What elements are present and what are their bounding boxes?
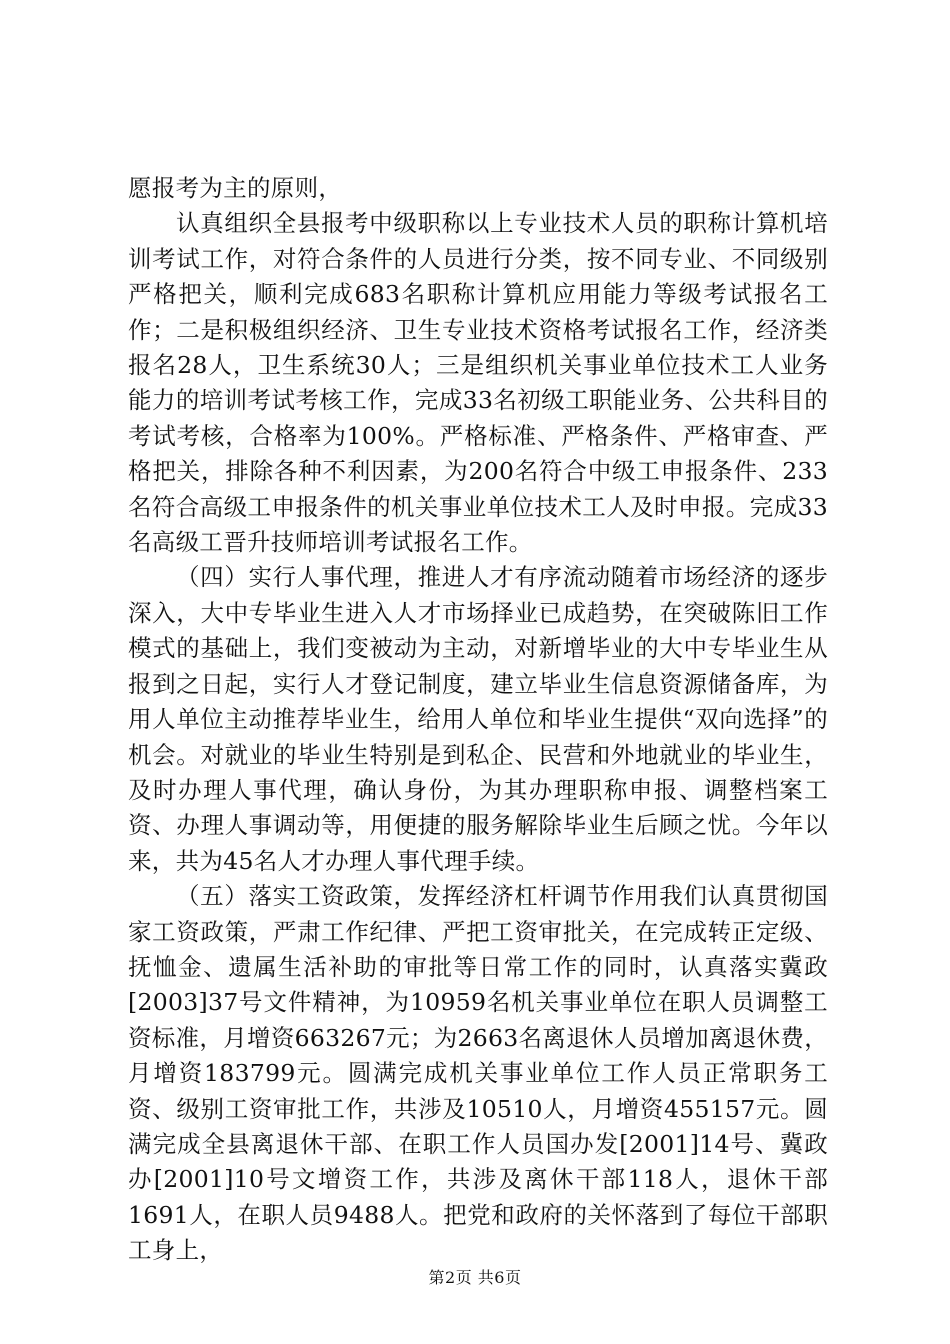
paragraph-wage-policy: （五）落实工资政策，发挥经济杠杆调节作用我们认真贯彻国家工资政策，严肃工作纪律、严把工资审批关，在完成转正定级、抚恤金、遗属生活补助的审批等日常工作的同时，认真落实冀政[2003]37号文件精神，为10959名机关事业单位在职人员调整工资标准，月增资663267元；为2663名离退休人员增加离退休费，月增资183799元。圆满完成机关事业单位工作人员正常职务工资、级别工资审批工作，共涉及10510人，月增资455157元。圆满完成全县离退休干部、在职工作人员国办发[2001]14号、冀政办[2001]10号文增资工作，共涉及离休干部118人，退休干部1691人，在职人员9488人。把党和政府的关怀落到了每位干部职工身上， xyxy=(128,882,828,1265)
paragraph-computer-exam: 认真组织全县报考中级职称以上专业技术人员的职称计算机培训考试工作，对符合条件的人员进行分类，按不同专业、不同级别严格把关，顺利完成683名职称计算机应用能力等级考试报名工作；二是积极组织经济、卫生专业技术资格考试报名工作，经济类报名28人，卫生系统30人；三是组织机关事业单位技术工人业务能力的培训考试考核工作，完成33名初级工职能业务、公共科目的考试考核，合格率为100%。严格标准、严格条件、严格审查、严格把关，排除各种不利因素，为200名符合中级工申报条件、233名符合高级工申报条件的机关事业单位技术工人及时申报。完成33名高级工晋升技师培训考试报名工作。 xyxy=(128,209,828,557)
page-number-footer: 第2页 共6页 xyxy=(428,1268,522,1287)
paragraph-continuation: 愿报考为主的原则， xyxy=(128,174,343,202)
document-body xyxy=(128,171,828,1269)
paragraph-personnel-agency: （四）实行人事代理，推进人才有序流动随着市场经济的逐步深入，大中专毕业生进入人才市场择业已成趋势，在突破陈旧工作模式的基础上，我们变被动为主动，对新增毕业的大中专毕业生从报到之日起，实行人才登记制度，建立毕业生信息资源储备库，为用人单位主动推荐毕业生，给用人单位和毕业生提供“双向选择”的机会。对就业的毕业生特别是到私企、民营和外地就业的毕业生，及时办理人事代理，确认身份，为其办理职称申报、调整档案工资、办理人事调动等，用便捷的服务解除毕业生后顾之忧。今年以来，共为45名人才办理人事代理手续。 xyxy=(128,563,828,875)
